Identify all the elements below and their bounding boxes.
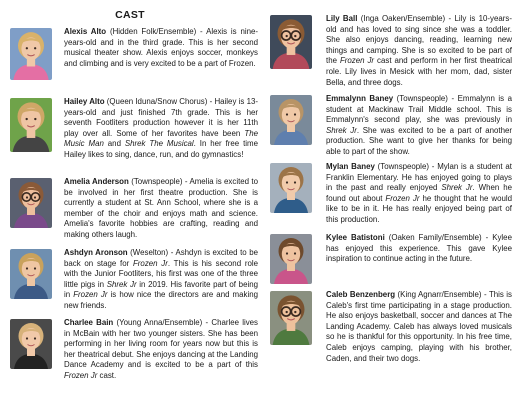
bio-text: - Emmalynn is a student at Mackinaw Trail Middle school. This is Emmalynn's second play, she was previously in xyxy=(326,94,512,125)
cast-member-bio xyxy=(64,27,258,69)
headshot-hailey-alto-icon xyxy=(10,98,52,152)
show-title: Frozen Jr xyxy=(73,290,108,300)
cast-member-bio xyxy=(326,14,512,88)
headshot-caleb-benzenberg-icon xyxy=(270,291,312,345)
bio-text: - Ashdyn is excited to be back on stage for xyxy=(64,248,258,268)
page-title: CAST xyxy=(115,9,145,21)
headshot-ashdyn-aronson-icon xyxy=(10,249,52,299)
cast-member-bio xyxy=(326,233,512,265)
bio-text: - Kylee has enjoyed this experience. This gave Kylee inspiration to continue acting in the future. xyxy=(326,233,512,264)
bio-text: and xyxy=(103,139,125,149)
cast-member-bio xyxy=(64,318,258,382)
bio-text: in 2019. His favorite part of being in xyxy=(64,279,258,300)
cast-member-bio xyxy=(326,290,512,364)
cast-member-role: (Young Anna/Ensemble) xyxy=(116,318,203,327)
headshot-amelia-anderson-icon xyxy=(10,178,52,228)
headshot-mylan-baney-icon xyxy=(270,163,312,213)
bio-text: - Lily is 10-years-old and has loved to sing since she was a toddler. She also enjoys dancing, reading, learning new things and camping. She is so excited to be part of the xyxy=(326,14,512,66)
cast-member-role: (Inga Oaken/Ensemble) xyxy=(360,14,446,23)
bio-text: - Mylan is a student at Franklin Elementary. He has enjoyed going to plays in the past and really enjoyed xyxy=(326,162,512,193)
bio-text: cast and perform in her first theatrical role. Lily lives in Mesick with her mom, dad, sister Bella, and three dogs. xyxy=(326,56,512,87)
cast-member-role: (Hidden Folk/Ensemble) xyxy=(109,27,197,36)
show-title: Shrek The Musical xyxy=(124,139,194,149)
headshot-kylee-batistoni-icon xyxy=(270,234,312,284)
bio-text: he thought that he would like to be in it. He has really enjoyed being part of this production. xyxy=(326,193,512,224)
bio-text: . When he found out about xyxy=(326,183,512,203)
bio-text: cast. xyxy=(97,370,117,380)
cast-member-role: (Queen Iduna/Snow Chorus) xyxy=(106,97,208,106)
cast-member-bio xyxy=(326,94,512,158)
show-title: Shrek Jr xyxy=(326,125,357,135)
bio-text: . She was excited to be a part of another production. She want to give her thanks for being able to part of the show. xyxy=(326,125,512,156)
cast-member-bio xyxy=(64,97,258,161)
cast-member-name: Caleb Benzenberg xyxy=(326,290,396,299)
bio-text: - Charlee lives in McBain with her two younger sisters. She has been performing in her living room for years now but this is her theatrical debut. She enjoys dancing at the Landing Dance Academy and is excited to be a part of this xyxy=(64,318,259,370)
bio-text: - This is Caleb's first time participating in a stage production. He also enjoys basketball, soccer and dances at The Landing Academy. Caleb has always loved musicals so he is thankful for this opportunity. In his free time, Caleb enjoys camping, playing with his brother, Caden, and their two dogs. xyxy=(326,290,512,363)
bio-text: - Alexis is nine-years-old and in the third grade. This is her second musical theater show. Alexis enjoys soccer, monkeys and climbing and is very excited to be a part of Frozen. xyxy=(64,27,258,68)
cast-member-role: (Townspeople) xyxy=(377,162,429,171)
cast-member-role: (Weselton) xyxy=(130,248,169,257)
show-title: Frozen Jr xyxy=(339,56,375,66)
cast-member-name: Amelia Anderson xyxy=(64,177,129,186)
cast-member-name: Mylan Baney xyxy=(326,162,375,171)
cast-member-name: Hailey Alto xyxy=(64,97,105,106)
show-title: Frozen Jr xyxy=(64,370,98,380)
headshot-alexis-alto-icon xyxy=(10,28,52,80)
cast-member-role: (Oaken Family/Ensemble) xyxy=(388,233,482,242)
bio-text: . This is his second role with the Junior Footliters, his first was one of the three little pigs in xyxy=(64,258,258,289)
headshot-lily-ball-icon xyxy=(270,15,312,69)
show-title: Shrek Jr xyxy=(106,279,137,289)
cast-member-name: Charlee Bain xyxy=(64,318,114,327)
cast-member-bio xyxy=(326,162,512,226)
cast-member-bio xyxy=(64,248,258,312)
cast-member-name: Emmalynn Baney xyxy=(326,94,394,103)
cast-member-name: Kylee Batistoni xyxy=(326,233,385,242)
cast-member-role: (Townspeople) xyxy=(396,94,448,103)
headshot-emmalynn-baney-icon xyxy=(270,95,312,145)
headshot-charlee-bain-icon xyxy=(10,319,52,369)
show-title: Frozen Jr xyxy=(132,258,168,268)
show-title: The Music Man xyxy=(64,128,258,149)
show-title: Shrek Jr xyxy=(441,183,473,193)
cast-member-name: Alexis Alto xyxy=(64,27,107,36)
cast-member-name: Lily Ball xyxy=(326,14,358,23)
bio-text: - Hailey is 13-years-old and just finished 7th grade. This is her seventh Footliters production however it is her 11th play over all. Some of her favorites have been xyxy=(64,97,258,138)
cast-member-role: (Townspeople) xyxy=(131,177,183,186)
show-title: Frozen Jr xyxy=(385,193,420,203)
cast-member-name: Ashdyn Aronson xyxy=(64,248,128,257)
bio-text: is how nice the directors are and making new friends. xyxy=(64,290,258,310)
cast-member-bio xyxy=(64,177,258,241)
bio-text: - Amelia is excited to be involved in her first theatre production. She is currently a student at St. Ann School, where she is a member of the choir and enjoys math and science. Amelia's favorite hobbies are crafting, reading and making others laugh. xyxy=(64,177,258,239)
cast-member-role: (King Agnarr/Ensemble) xyxy=(397,290,482,299)
bio-text: . In her free time Hailey likes to sing, dance, run, and do gymnastics! xyxy=(64,139,259,159)
